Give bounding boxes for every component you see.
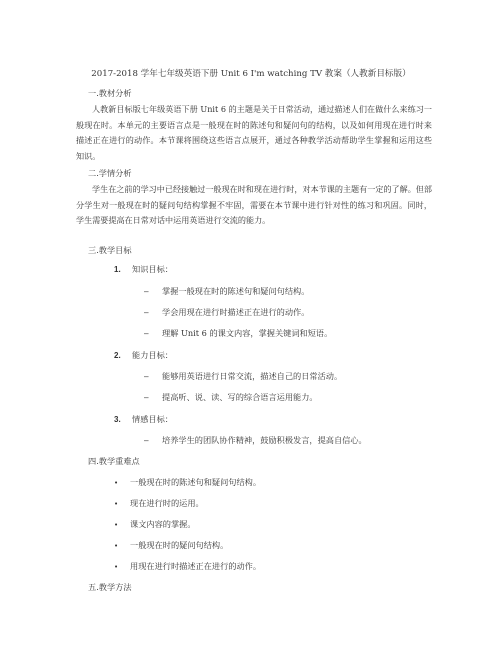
- section-heading-textbook-analysis: 一.教材分析: [88, 88, 132, 98]
- goal-number: 3.: [114, 415, 121, 424]
- goal-emotion: [114, 413, 173, 426]
- dash-marker: –: [144, 393, 149, 402]
- key-point-item: [114, 476, 261, 489]
- key-point-text: 用现在进行时描述正在进行的动作。: [130, 561, 262, 571]
- goal-number: 2.: [114, 351, 121, 360]
- key-point-item: [114, 539, 228, 552]
- dash-marker: –: [144, 436, 149, 445]
- section-heading-key-points: 四.教学重难点: [88, 456, 140, 466]
- goal-ability: [114, 349, 173, 362]
- goal-list-item: [144, 370, 342, 383]
- goal-list-item: [144, 285, 309, 298]
- section-heading-student-analysis: 二.学情分析: [88, 168, 132, 178]
- key-point-text: 一般现在时的陈述句和疑问句结构。: [130, 477, 262, 487]
- goal-knowledge: [114, 263, 173, 276]
- goal-number: 1.: [114, 265, 121, 274]
- bullet-marker: •: [114, 542, 119, 550]
- goal-label: 知识目标：: [132, 264, 173, 274]
- dash-marker: –: [144, 329, 149, 338]
- goal-list-item: [144, 391, 318, 404]
- key-point-text: 现在进行时的运用。: [130, 498, 204, 508]
- bullet-marker: •: [114, 563, 119, 571]
- paragraph-textbook-analysis: 人教新目标版七年级英语下册 Unit 6 的主题是关于日常活动，通过描述人们在做什么来练习一般现在时。本单元的主要语言点是一般现在时的陈述句和疑问句的结构，以及如何用现在进行时来描述正在进行的动作。本节课将围绕这些语言点展开，通过各种教学活动帮助学生掌握和运用这些知识。: [76, 104, 432, 161]
- section-heading-teaching-methods: 五.教学方法: [88, 582, 132, 592]
- key-point-item: [114, 518, 196, 531]
- key-point-item: [114, 497, 204, 510]
- goal-list-item: [144, 327, 332, 340]
- goal-item-text: 掌握一般现在时的陈述句和疑问句结构。: [162, 286, 310, 296]
- dash-marker: –: [144, 308, 149, 317]
- dash-marker: –: [144, 287, 149, 296]
- goal-item-text: 能够用英语进行日常交流，描述自己的日常活动。: [162, 371, 343, 381]
- section-heading-teaching-goals: 三.教学目标: [88, 245, 132, 255]
- goal-item-text: 学会用现在进行时描述正在进行的动作。: [162, 307, 310, 317]
- goal-item-text: 提高听、说、读、写的综合语言运用能力。: [162, 392, 318, 402]
- key-point-item: [114, 560, 261, 573]
- dash-marker: –: [144, 372, 149, 381]
- bullet-marker: •: [114, 479, 119, 487]
- key-point-text: 一般现在时的疑问句结构。: [130, 540, 229, 550]
- document-title: 2017-2018 学年七年级英语下册 Unit 6 I'm watching TV 教案（人教新目标版）: [91, 69, 411, 79]
- goal-list-item: [144, 434, 367, 447]
- goal-item-text: 理解 Unit 6 的课文内容，掌握关键词和短语。: [162, 328, 333, 338]
- goal-label: 情感目标：: [132, 414, 173, 424]
- key-point-text: 课文内容的掌握。: [130, 519, 196, 529]
- goal-item-text: 培养学生的团队协作精神，鼓励积极发言，提高自信心。: [162, 435, 367, 445]
- paragraph-student-analysis: 学生在之前的学习中已经接触过一般现在时和现在进行时，对本节课的主题有一定的了解。但部分学生对一般现在时的疑问句结构掌握不牢固，需要在本节课中进行针对性的练习和巩固。同时，学生需要提高在日常对话中运用英语进行交流的能力。: [76, 184, 432, 225]
- goal-label: 能力目标：: [132, 350, 173, 360]
- goal-list-item: [144, 306, 309, 319]
- bullet-marker: •: [114, 500, 119, 508]
- bullet-marker: •: [114, 521, 119, 529]
